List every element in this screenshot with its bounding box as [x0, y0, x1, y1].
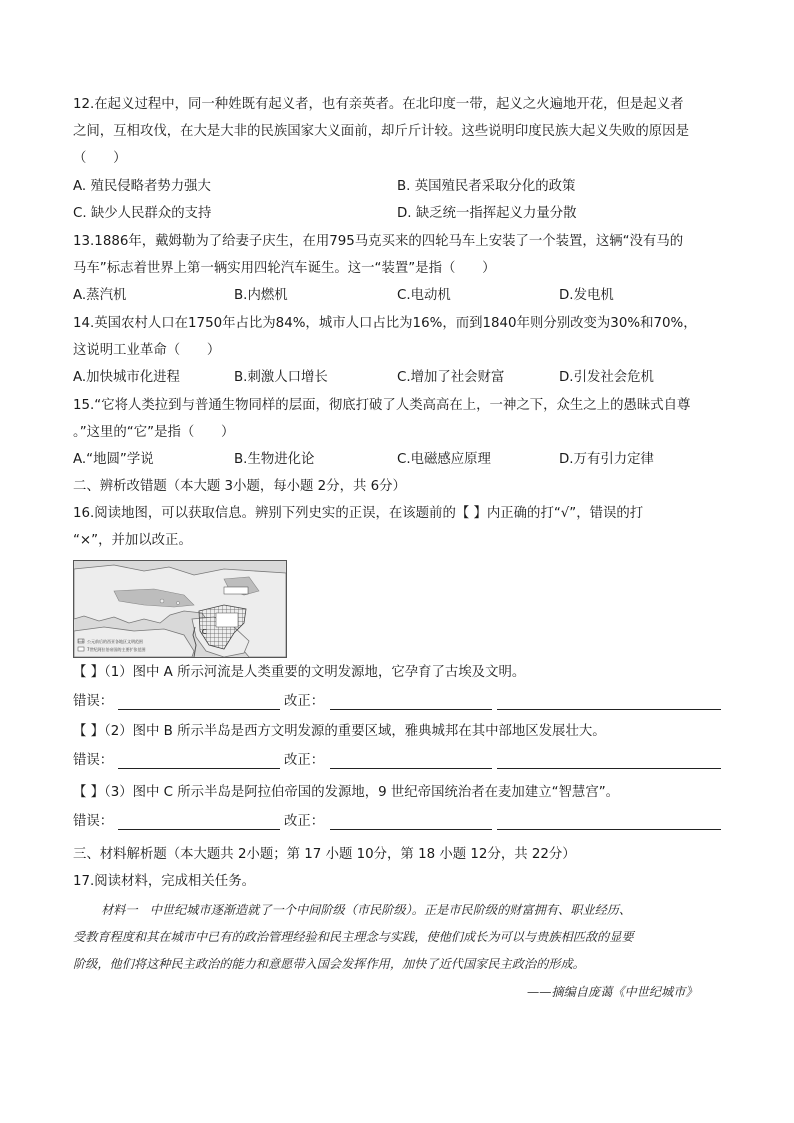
q14-stem-line2: 这说明工业革命（ ） [73, 343, 221, 358]
q16-item-3: 【 】（3）图中 C 所示半岛是阿拉伯帝国的发源地，9 世纪帝国统治者在麦加建立“智慧宫”。 [73, 785, 620, 800]
q12-option-d: D. 缺乏统一指挥起义力量分散 [397, 206, 577, 221]
q17-material-line2: 受教育程度和其在城市中已有的政治管理经验和民主理念与实践，使他们成长为可以与贵族相匹敌的显要 [73, 930, 634, 944]
q16-item2-fix-label: 改正： [284, 753, 325, 768]
q16-item2-wrong-label: 错误： [73, 753, 114, 768]
q13-option-d: D.发电机 [559, 288, 614, 303]
q12-option-b: B. 英国殖民者采取分化的政策 [397, 179, 576, 194]
section3-heading: 三、材料解析题（本大题共 2小题；第 17 小题 10分，第 18 小题 12分，共 22分） [73, 847, 576, 862]
q12-stem-line1: 12.在起义过程中，同一种姓既有起义者，也有亲英者。在北印度一带，起义之火遍地开花，但是起义者 [73, 97, 684, 112]
q16-item1-wrong-label: 错误： [73, 694, 114, 709]
q12-stem-line2: 之间，互相攻伐，在大是大非的民族国家大义面前，却斤斤计较。这些说明印度民族大起义失败的原因是 [73, 124, 689, 139]
q16-item-2: 【 】（2）图中 B 所示半岛是西方文明发源的重要区域，雅典城邦在其中部地区发展壮大。 [73, 724, 606, 739]
section2-heading: 二、辨析改错题（本大题 3小题，每小题 2分，共 6分） [73, 479, 406, 494]
q14-option-b: B.刺激人口增长 [234, 370, 328, 385]
q17-material-line3: 阶级，他们将这种民主政治的能力和意愿带入国会发挥作用，加快了近代国家民主政治的形成。 [73, 957, 585, 971]
q14-option-a: A.加快城市化进程 [73, 370, 180, 385]
q17-material-line1: 材料一 中世纪城市逐渐造就了一个中间阶级（市民阶级）。正是市民阶级的财富拥有、职业经历、 [101, 903, 632, 917]
q16-item2-wrong-blank[interactable] [118, 768, 280, 769]
q15-option-a: A.“地圆”学说 [73, 452, 154, 467]
q12-option-a: A. 殖民侵略者势力强大 [73, 179, 211, 194]
q16-item1-wrong-blank[interactable] [118, 709, 280, 710]
q17-stem: 17.阅读材料，完成相关任务。 [73, 874, 255, 889]
q14-option-d: D.引发社会危机 [559, 370, 654, 385]
q16-item3-wrong-blank[interactable] [118, 829, 280, 830]
q15-option-d: D.万有引力定律 [559, 452, 654, 467]
map-legend-1: 公元前后的西亚各地区文明范围 [87, 639, 143, 644]
q15-stem-line2: 。”这里的“它”是指（ ） [73, 425, 235, 440]
map-label-c: C [202, 628, 207, 636]
ancient-map-figure [73, 560, 287, 658]
q13-option-b: B.内燃机 [234, 288, 288, 303]
q16-item1-fix-label: 改正： [284, 694, 325, 709]
q15-stem-line1: 15.“它将人类拉到与普通生物同样的层面，彻底打破了人类高高在上，一神之下，众生之上的愚昧式自尊 [73, 398, 691, 413]
q14-option-c: C.增加了社会财富 [397, 370, 505, 385]
q15-option-c: C.电磁感应原理 [397, 452, 491, 467]
q16-item-1: 【 】（1）图中 A 所示河流是人类重要的文明发源地，它孕育了古埃及文明。 [73, 665, 526, 680]
q15-option-b: B.生物进化论 [234, 452, 315, 467]
q16-item3-wrong-label: 错误： [73, 814, 114, 829]
q14-stem-line1: 14.英国农村人口在1750年占比为84%，城市人口占比为16%，而到1840年则分别改变为30%和70%， [73, 316, 697, 331]
q13-option-a: A.蒸汽机 [73, 288, 127, 303]
q16-item2-fix-blank[interactable] [330, 768, 492, 769]
q16-stem-line1: 16.阅读地图，可以获取信息。辨别下列史实的正误，在该题前的【 】内正确的打“√”，错误的打 [73, 506, 644, 521]
q12-option-c: C. 缺少人民群众的支持 [73, 206, 212, 221]
q16-item1-fix-blank[interactable] [330, 709, 492, 710]
q13-stem-line1: 13.1886年，戴姆勒为了给妻子庆生，在用795马克买来的四轮马车上安装了一个装置，这辆“没有马的 [73, 234, 684, 249]
q13-option-c: C.电动机 [397, 288, 451, 303]
q16-item3-fix-label: 改正： [284, 814, 325, 829]
q16-item3-fix-blank-2[interactable] [497, 829, 721, 830]
map-drawing [74, 561, 286, 657]
q12-stem-line3: （ ） [73, 151, 127, 166]
q16-item3-fix-blank[interactable] [330, 829, 492, 830]
q17-material-source: ——摘编自庞蔼《中世纪城市》 [527, 985, 698, 999]
q16-item2-fix-blank-2[interactable] [497, 768, 721, 769]
map-legend-2: 7世纪阿拉伯帝国的主要扩张范围 [87, 647, 146, 652]
q16-item1-fix-blank-2[interactable] [497, 709, 721, 710]
q13-stem-line2: 马车”标志着世界上第一辆实用四轮汽车诞生。这一“装置”是指（ ） [73, 261, 496, 276]
q16-stem-line2: “×”，并加以改正。 [73, 533, 192, 548]
